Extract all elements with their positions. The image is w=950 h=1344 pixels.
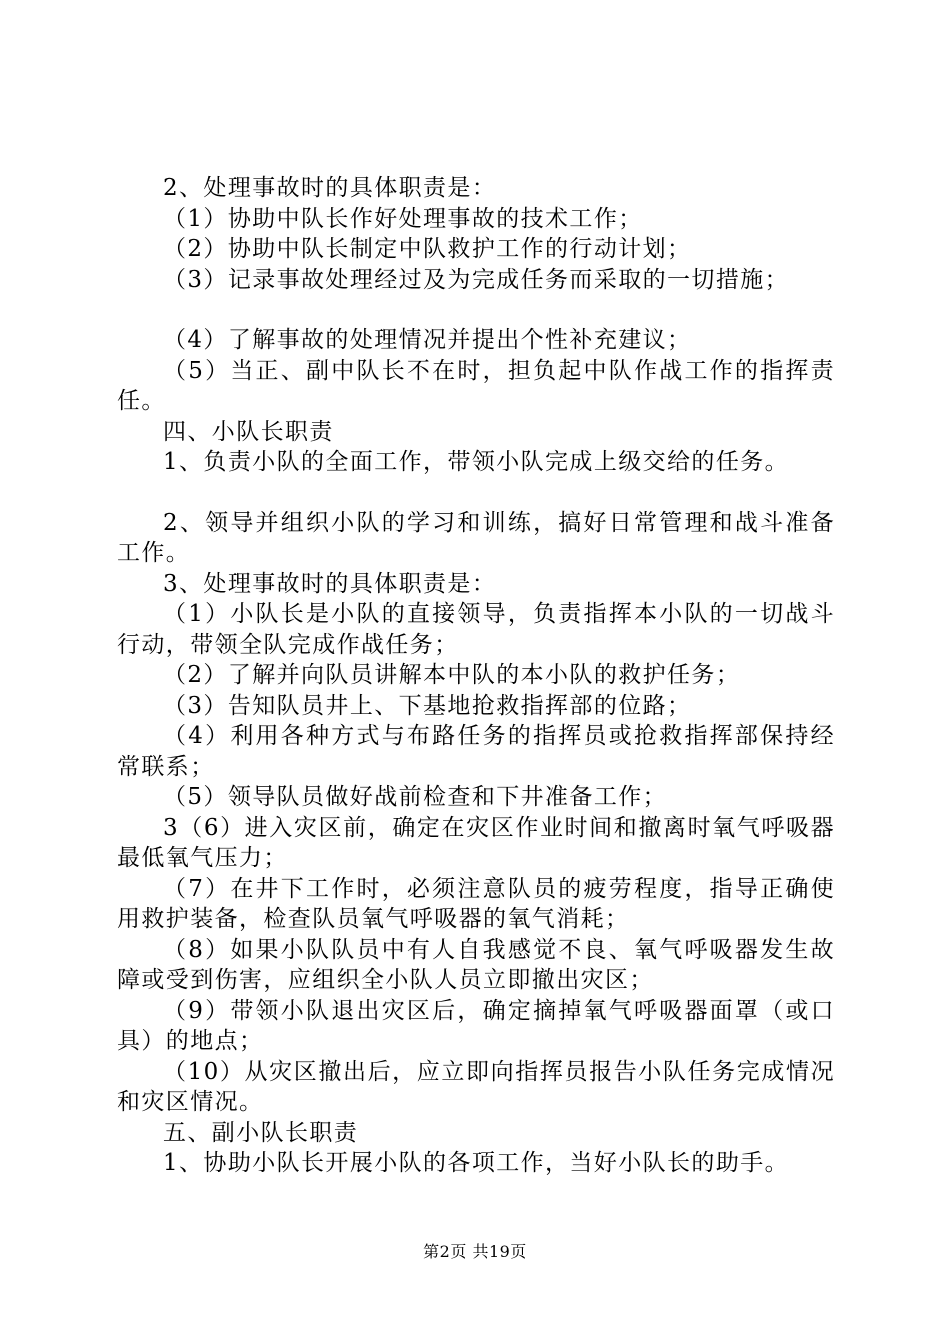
paragraph: 3、处理事故时的具体职责是： [163,570,497,597]
section-heading: 四、小队长职责 [163,418,334,445]
paragraph: （4）利用各种方式与布路任务的指挥员或抢救指挥部保持经常联系； [117,723,835,780]
document-body [117,173,835,1179]
paragraph: 1、负责小队的全面工作，带领小队完成上级交给的任务。 [163,449,790,475]
paragraph: （8）如果小队队员中有人自我感觉不良、氧气呼吸器发生故障或受到伤害，应组织全小队人员立即撤出灾区； [117,936,835,993]
section-heading: 五、副小队长职责 [163,1119,359,1146]
paragraph: （3）告知队员井上、下基地抢救指挥部的位路； [163,692,692,719]
paragraph: （1）小队长是小队的直接领导，负责指挥本小队的一切战斗行动，带领全队完成作战任务； [117,601,835,658]
paragraph: 2、处理事故时的具体职责是： [163,175,497,201]
paragraph: （4）了解事故的处理情况并提出个性补充建议； [163,327,692,353]
paragraph: （2）了解并向队员讲解本中队的本小队的救护任务； [163,662,741,688]
paragraph: （3）记录事故处理经过及为完成任务而采取的一切措施； [163,266,790,293]
paragraph: （7）在井下工作时，必须注意队员的疲劳程度，指导正确使用救护装备，检查队员氧气呼吸器的氧气消耗； [117,875,835,932]
paragraph: 3（6）进入灾区前，确定在灾区作业时间和撤离时氧气呼吸器最低氧气压力； [117,814,835,871]
paragraph: （2）协助中队长制定中队救护工作的行动计划； [163,236,692,262]
paragraph: （1）协助中队长作好处理事故的技术工作； [163,205,643,232]
paragraph: 2、领导并组织小队的学习和训练，搞好日常管理和战斗准备工作。 [117,509,835,566]
paragraph: 1、协助小队长开展小队的各项工作，当好小队长的助手。 [163,1150,790,1176]
paragraph: （9）带领小队退出灾区后，确定摘掉氧气呼吸器面罩（或口具）的地点； [117,997,835,1054]
page-number-footer: 第2页 共19页 [423,1242,527,1261]
paragraph: （10）从灾区撤出后，应立即向指挥员报告小队任务完成情况和灾区情况。 [117,1058,835,1115]
paragraph: （5）当正、副中队长不在时，担负起中队作战工作的指挥责任。 [117,357,835,414]
paragraph: （5）领导队员做好战前检查和下井准备工作； [163,784,668,810]
